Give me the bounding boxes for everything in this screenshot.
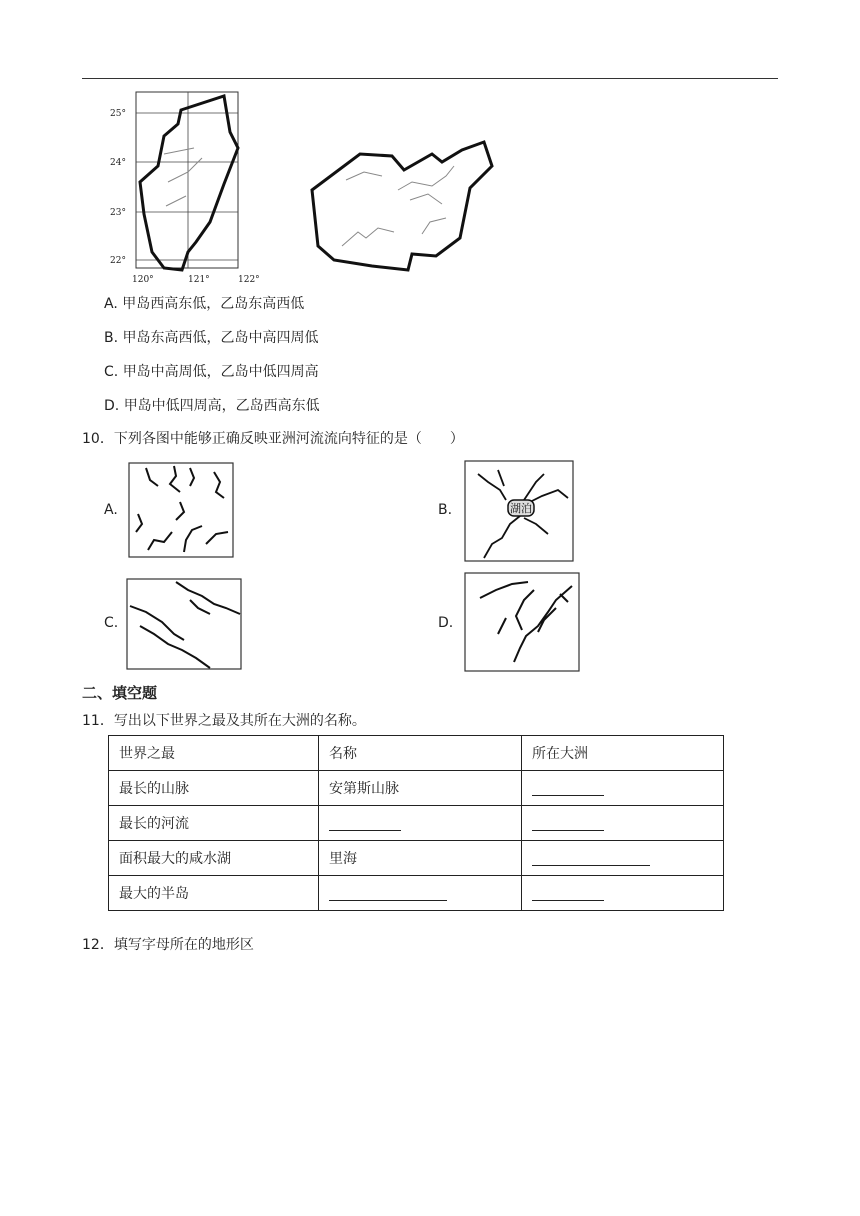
continent-cell — [522, 806, 724, 841]
lat-label-23: 23° — [110, 208, 126, 218]
world-records-table — [108, 735, 724, 911]
answer-blank[interactable] — [329, 886, 447, 901]
answer-blank[interactable] — [532, 886, 604, 901]
section-title: 二、填空题 — [82, 684, 158, 702]
option-text: 甲岛西高东低，乙岛东高西低 — [122, 296, 305, 312]
record-name: 安第斯山脉 — [319, 771, 522, 806]
option-text: 甲岛东高西低，乙岛中高四周低 — [122, 330, 319, 346]
record-item: 最长的山脉 — [109, 771, 319, 806]
q10-option-b-label[interactable]: B. — [438, 502, 453, 518]
q10-option-b-map[interactable] — [464, 460, 574, 562]
island-yi-map — [306, 136, 502, 276]
q10-option-d-map[interactable] — [464, 572, 580, 672]
q12-stem: 12．填写字母所在的地形区 — [82, 937, 254, 953]
q10-option-a-map[interactable] — [128, 462, 234, 558]
option-letter: A. — [104, 296, 118, 312]
option-letter: C. — [104, 364, 119, 380]
q10-option-c-map[interactable] — [126, 578, 242, 670]
record-item: 最大的半岛 — [109, 876, 319, 911]
header-rule — [82, 78, 778, 79]
answer-blank[interactable] — [532, 781, 604, 796]
continent-cell — [522, 841, 724, 876]
option-text: 甲岛中低四周高，乙岛西高东低 — [123, 398, 320, 414]
q9-option-c[interactable] — [104, 361, 319, 381]
lat-label-22: 22° — [110, 256, 126, 266]
record-name-cell — [319, 876, 522, 911]
q9-option-a[interactable] — [104, 293, 304, 313]
table-row — [109, 771, 724, 806]
table-row — [109, 876, 724, 911]
lon-label-122: 122° — [238, 275, 260, 285]
q11-stem: 11．写出以下世界之最及其所在大洲的名称。 — [82, 713, 366, 729]
table-header-row — [109, 736, 724, 771]
q10-option-d-label[interactable]: D. — [438, 615, 454, 631]
q9-option-d[interactable] — [104, 395, 320, 415]
lat-label-24: 24° — [110, 158, 126, 168]
lon-label-120: 120° — [132, 275, 154, 285]
record-item: 最长的河流 — [109, 806, 319, 841]
record-name-cell — [319, 806, 522, 841]
answer-blank[interactable] — [532, 816, 604, 831]
record-item: 面积最大的咸水湖 — [109, 841, 319, 876]
option-letter: B. — [104, 330, 119, 346]
lat-label-25: 25° — [110, 109, 126, 119]
record-name: 里海 — [319, 841, 522, 876]
answer-blank[interactable] — [329, 816, 401, 831]
lon-label-121: 121° — [188, 275, 210, 285]
q10-option-a-label[interactable]: A. — [104, 502, 118, 518]
answer-blank[interactable] — [532, 851, 650, 866]
table-row — [109, 841, 724, 876]
continent-cell — [522, 876, 724, 911]
continent-cell — [522, 771, 724, 806]
island-jia-map — [106, 86, 266, 286]
header-cell: 名称 — [319, 736, 522, 771]
option-text: 甲岛中高周低，乙岛中低四周高 — [122, 364, 319, 380]
q10-option-c-label[interactable]: C. — [104, 615, 119, 631]
q9-option-b[interactable] — [104, 327, 319, 347]
header-cell: 所在大洲 — [522, 736, 724, 771]
table-row — [109, 806, 724, 841]
header-cell: 世界之最 — [109, 736, 319, 771]
lake-label: 湖泊 — [510, 502, 532, 515]
q10-stem: 10．下列各图中能够正确反映亚洲河流流向特征的是（ ） — [82, 431, 464, 447]
option-letter: D. — [104, 398, 120, 414]
